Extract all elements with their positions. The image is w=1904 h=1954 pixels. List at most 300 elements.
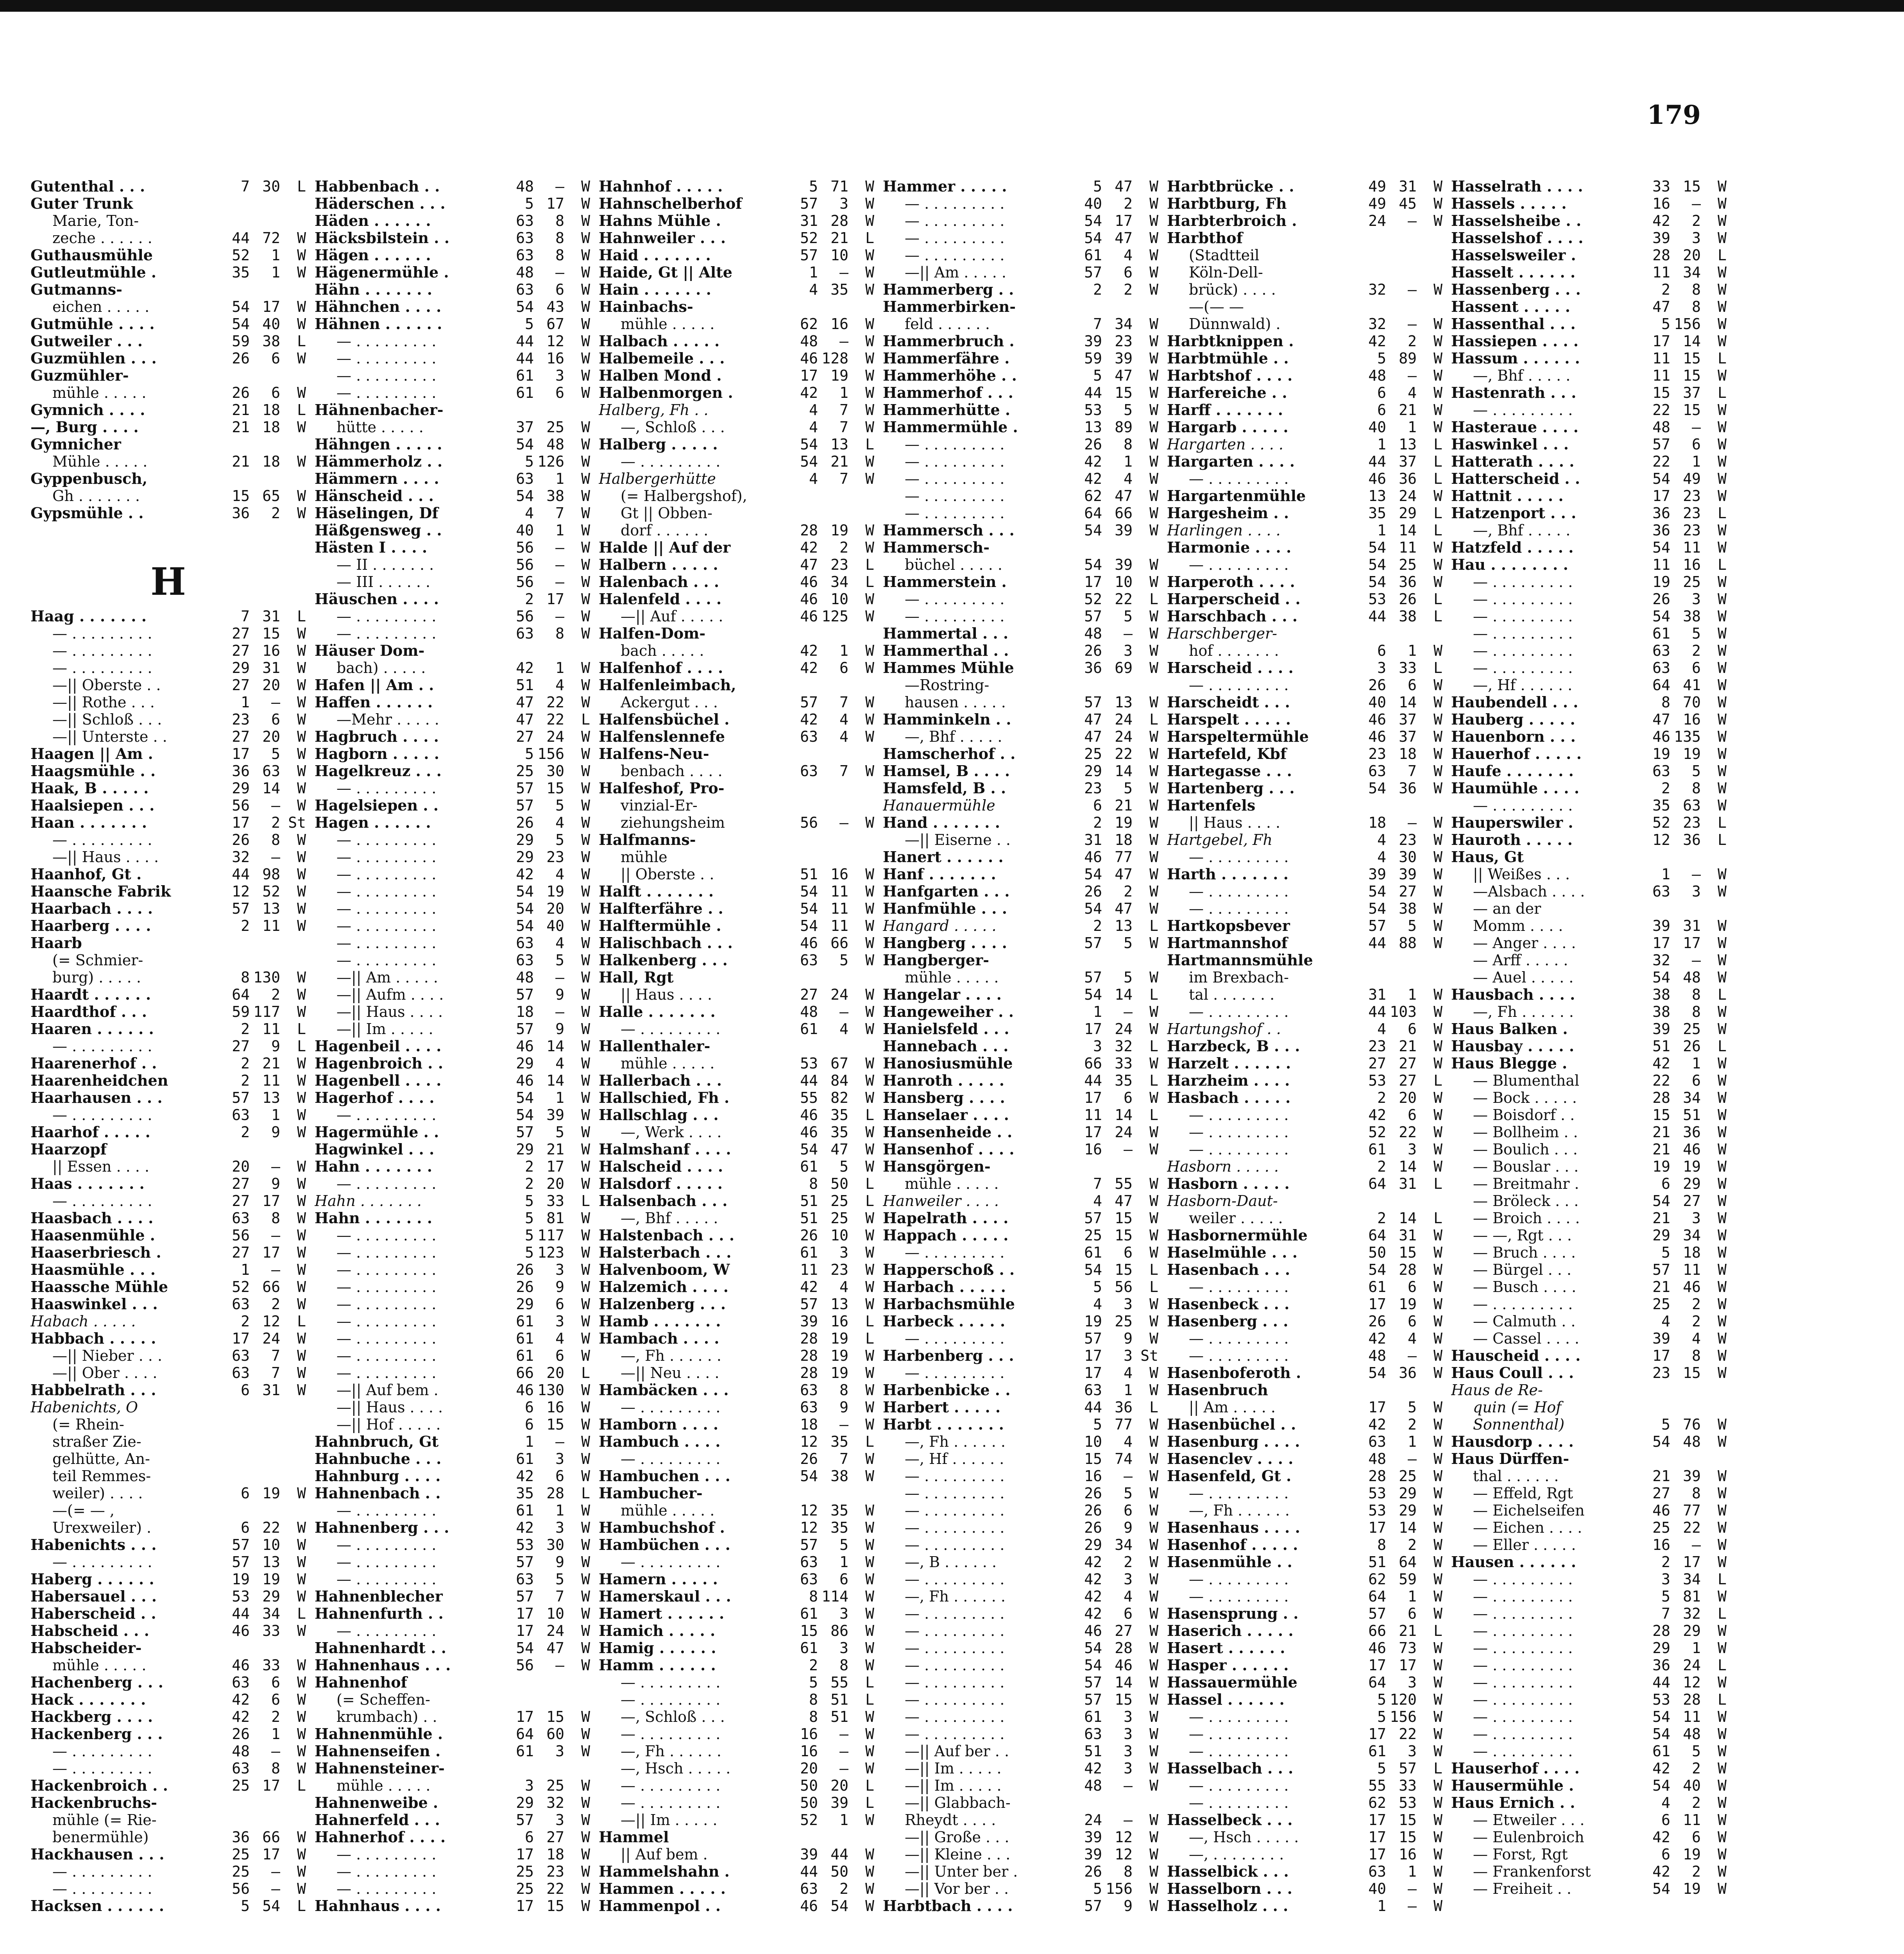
place-name: Haak, B . . . . .: [30, 780, 149, 797]
map-square: 4: [839, 711, 848, 728]
type-code: W: [1718, 797, 1727, 814]
map-square: 82: [830, 1089, 848, 1106]
gazetteer-entry: [315, 1485, 590, 1502]
district-number: 46: [800, 573, 818, 590]
type-code: W: [581, 1106, 590, 1124]
map-square: 15: [1683, 367, 1701, 384]
place-name: Harbtbrücke . .: [1167, 178, 1294, 195]
place-name: — . . . . . . . . .: [1473, 1725, 1573, 1743]
district-number: 53: [516, 1536, 534, 1553]
gazetteer-entry: [883, 762, 1158, 780]
map-square: 18: [1115, 831, 1133, 848]
place-name: Hau . . . . . . . .: [1451, 556, 1568, 573]
type-code: W: [1149, 1175, 1158, 1192]
place-name: —|| Unter ber .: [905, 1863, 1018, 1880]
district-number: 44: [1368, 934, 1386, 952]
type-code: W: [1149, 900, 1158, 917]
type-code: W: [1149, 762, 1158, 780]
gazetteer-entry: [30, 1691, 306, 1708]
place-name: Harbtburg, Fh: [1167, 195, 1287, 212]
district-number: 40: [1368, 419, 1386, 436]
place-name: — . . . . . . . . .: [905, 1536, 1005, 1553]
gazetteer-entry: [1167, 367, 1442, 384]
district-number: 48: [1368, 1347, 1386, 1364]
place-name: Halscheid . . . .: [599, 1158, 723, 1175]
map-square: 39: [1399, 866, 1417, 883]
place-name: —|| Im . . . . .: [905, 1777, 1002, 1794]
map-square: 6: [271, 711, 280, 728]
type-code: W: [1149, 1829, 1158, 1846]
district-number: 20: [800, 1760, 818, 1777]
place-name: Hargarb . . . . .: [1167, 419, 1288, 436]
gazetteer-entry: [1167, 195, 1442, 212]
place-name: —Alsbach . . . .: [1473, 883, 1585, 900]
gazetteer-entry: [883, 694, 1158, 711]
map-square: 29: [262, 1588, 280, 1605]
map-square: —: [555, 608, 564, 625]
type-code: W: [1718, 608, 1727, 625]
gazetteer-entry: [1451, 1038, 1727, 1055]
gazetteer-entry: [883, 315, 1158, 333]
district-number: 47: [516, 694, 534, 711]
type-code: W: [297, 1158, 306, 1175]
place-name: — . . . . . . . . .: [1189, 1124, 1289, 1141]
gazetteer-entry: [599, 1106, 874, 1124]
gazetteer-entry: [1167, 728, 1442, 745]
district-number: 28: [800, 1364, 818, 1381]
map-square: 29: [1399, 1502, 1417, 1519]
gazetteer-entry: [599, 1313, 874, 1330]
type-code: W: [1718, 178, 1727, 195]
place-name: — . . . . . . . . .: [1473, 573, 1573, 590]
district-number: 8: [809, 1708, 818, 1725]
place-name: vinzial-Er-: [621, 797, 698, 814]
district-number: 28: [1368, 1467, 1386, 1485]
district-number: 62: [1084, 487, 1102, 505]
district-number: 23: [1368, 1038, 1386, 1055]
gazetteer-entry: [599, 212, 874, 229]
gazetteer-entry: [883, 780, 1158, 797]
district-number: 54: [1084, 1261, 1102, 1278]
gazetteer-entry: [1451, 1227, 1727, 1244]
type-code: W: [1433, 1725, 1442, 1743]
place-name: thal . . . . . .: [1473, 1467, 1559, 1485]
place-name: Harspelt . . . . .: [1167, 711, 1291, 728]
district-number: 36: [1652, 522, 1670, 539]
district-number: 29: [1652, 1639, 1670, 1657]
place-name: Hasbach . . . . .: [1167, 1089, 1291, 1106]
gazetteer-entry: [1167, 780, 1442, 797]
place-name: — . . . . . . . . .: [621, 1794, 721, 1811]
type-code: W: [1433, 1588, 1442, 1605]
district-number: 31: [800, 212, 818, 229]
gazetteer-entry: [30, 1072, 306, 1089]
map-square: 5: [1408, 917, 1417, 934]
gazetteer-entry: [599, 1210, 874, 1227]
type-code: W: [1718, 1003, 1727, 1020]
district-number: 11: [1652, 367, 1670, 384]
type-code: W: [865, 1571, 874, 1588]
map-square: —: [271, 797, 280, 814]
place-name: Hahnburg . . . .: [315, 1467, 441, 1485]
place-name: Urexweiler) .: [52, 1519, 152, 1536]
place-name: mühle . . . . .: [52, 1657, 147, 1674]
district-number: 6: [1661, 1175, 1670, 1192]
gazetteer-entry: [1167, 384, 1442, 401]
map-square: 30: [546, 1536, 564, 1553]
place-name: Haasmühle . . .: [30, 1261, 156, 1278]
gazetteer-entry: [883, 384, 1158, 401]
gazetteer-entry: [30, 1020, 306, 1038]
type-code: W: [581, 745, 590, 762]
gazetteer-entry: [883, 590, 1158, 608]
type-code: W: [297, 384, 306, 401]
place-name: Hasenboferoth .: [1167, 1364, 1301, 1381]
type-code: W: [1149, 642, 1158, 659]
type-code: L: [1433, 453, 1442, 470]
type-code: W: [865, 1467, 874, 1485]
map-square: 33: [1115, 1055, 1133, 1072]
district-number: 15: [1084, 1450, 1102, 1467]
type-code: W: [1149, 659, 1158, 676]
type-code: W: [1149, 1089, 1158, 1106]
gazetteer-entry: [883, 453, 1158, 470]
place-name: —|| Glabbach-: [905, 1794, 1011, 1811]
place-name: — . . . . . . . . .: [52, 1743, 152, 1760]
type-code: W: [865, 917, 874, 934]
gazetteer-entry: [30, 1192, 306, 1210]
gazetteer-entry: [30, 848, 306, 866]
map-square: 2: [1408, 1536, 1417, 1553]
place-name: Hamich . . . . .: [599, 1622, 716, 1639]
place-name: — . . . . . . . . .: [905, 470, 1005, 487]
map-square: —: [555, 264, 564, 281]
map-square: 14: [546, 1072, 564, 1089]
type-code: L: [1718, 247, 1727, 264]
gazetteer-entry: [599, 1777, 874, 1794]
type-code: W: [1433, 1536, 1442, 1553]
district-number: 61: [516, 1502, 534, 1519]
type-code: W: [1149, 694, 1158, 711]
gazetteer-entry: [30, 1897, 306, 1915]
type-code: W: [581, 247, 590, 264]
gazetteer-entry: [30, 350, 306, 367]
type-code: L: [1718, 1657, 1727, 1674]
district-number: 47: [1084, 728, 1102, 745]
district-number: 27: [232, 1038, 250, 1055]
gazetteer-entry: [599, 1639, 874, 1657]
gazetteer-entry: [883, 1743, 1158, 1760]
district-number: 51: [1368, 1553, 1386, 1571]
type-code: W: [1433, 676, 1442, 694]
place-name: Rheydt . . . .: [905, 1811, 996, 1829]
place-name: Hallerbach . . .: [599, 1072, 722, 1089]
map-square: 6: [1408, 1278, 1417, 1296]
district-number: 54: [1084, 1639, 1102, 1657]
gazetteer-entry: [30, 625, 306, 642]
gazetteer-entry: [1451, 1622, 1727, 1639]
district-number: 54: [1652, 608, 1670, 625]
district-number: 4: [1093, 1296, 1102, 1313]
place-name: Hagenbroich . .: [315, 1055, 443, 1072]
district-number: 52: [232, 247, 250, 264]
map-square: 66: [1115, 505, 1133, 522]
gazetteer-entry: [30, 247, 306, 264]
gazetteer-entry: [599, 900, 874, 917]
map-square: 20: [546, 1175, 564, 1192]
type-code: W: [1433, 866, 1442, 883]
district-number: 26: [516, 1261, 534, 1278]
district-number: 57: [1368, 917, 1386, 934]
place-name: Haansche Fabrik: [30, 883, 171, 900]
type-code: W: [865, 1020, 874, 1038]
place-name: — Bürgel . . .: [1473, 1261, 1572, 1278]
type-code: W: [1149, 1330, 1158, 1347]
district-number: 63: [232, 1347, 250, 1364]
map-square: 34: [830, 573, 848, 590]
type-code: W: [865, 659, 874, 676]
type-code: W: [865, 1760, 874, 1777]
map-square: 4: [1408, 384, 1417, 401]
district-number: 27: [232, 1192, 250, 1210]
map-square: 17: [262, 298, 280, 315]
place-name: Hammertal . . .: [883, 625, 1009, 642]
gazetteer-entry: [30, 1811, 306, 1829]
map-square: 17: [1683, 1553, 1701, 1571]
district-number: 42: [800, 659, 818, 676]
type-code: L: [1433, 659, 1442, 676]
district-number: 25: [516, 1863, 534, 1880]
gazetteer-entry: [1167, 1502, 1442, 1519]
place-name: Hämmerholz . .: [315, 453, 443, 470]
gazetteer-entry: [599, 1278, 874, 1296]
map-square: 3: [1692, 229, 1701, 247]
map-square: 38: [262, 333, 280, 350]
type-code: W: [581, 1571, 590, 1588]
type-code: W: [297, 1863, 306, 1880]
district-number: 63: [516, 952, 534, 969]
district-number: 39: [1084, 1846, 1102, 1863]
gazetteer-entry: [1167, 814, 1442, 831]
type-code: W: [581, 608, 590, 625]
type-code: W: [1149, 264, 1158, 281]
place-name: Momm . . . .: [1473, 917, 1563, 934]
district-number: 52: [1652, 814, 1670, 831]
type-code: W: [1149, 1467, 1158, 1485]
district-number: 2: [1377, 1158, 1386, 1175]
type-code: W: [1149, 797, 1158, 814]
map-square: 5: [1124, 1485, 1133, 1502]
gazetteer-entry: [883, 333, 1158, 350]
district-number: 52: [800, 1811, 818, 1829]
district-number: 7: [1661, 1605, 1670, 1622]
place-name: — . . . . . . . . .: [1473, 1622, 1573, 1639]
gazetteer-entry: [1451, 539, 1727, 556]
place-name: Habbenbach . .: [315, 178, 440, 195]
district-number: 49: [1368, 178, 1386, 195]
map-square: 6: [1408, 1106, 1417, 1124]
place-name: Hasenbeck . . .: [1167, 1296, 1290, 1313]
gazetteer-entry: [1167, 1846, 1442, 1863]
gazetteer-entry: [599, 384, 874, 401]
map-square: 31: [1683, 917, 1701, 934]
map-square: 126: [537, 453, 564, 470]
place-name: Harfereiche . .: [1167, 384, 1287, 401]
type-code: W: [865, 1210, 874, 1227]
map-square: 9: [271, 1175, 280, 1192]
map-square: —: [1124, 1467, 1133, 1485]
place-name: Hammerbruch .: [883, 333, 1015, 350]
district-number: 40: [1084, 195, 1102, 212]
place-name: Hamscherhof . .: [883, 745, 1016, 762]
place-name: — Auel . . . . .: [1473, 969, 1574, 986]
type-code: W: [581, 1846, 590, 1863]
gazetteer-entry: [883, 831, 1158, 848]
type-code: W: [581, 333, 590, 350]
place-name: Harzbeck, B . . .: [1167, 1038, 1300, 1055]
place-name: Hassum . . . . . .: [1451, 350, 1580, 367]
place-name: Harbach . . . . .: [883, 1278, 1006, 1296]
gazetteer-entry: [30, 1210, 306, 1227]
map-square: 35: [830, 1106, 848, 1124]
place-name: —, Fh . . . . . .: [905, 1588, 1006, 1605]
type-code: W: [1149, 1364, 1158, 1381]
place-name: Hagbruch . . . .: [315, 728, 439, 745]
place-name: (= Halbergshof),: [621, 487, 747, 505]
type-code: W: [581, 1330, 590, 1347]
place-name: — . . . . . . . . .: [336, 1244, 437, 1261]
gazetteer-entry: [315, 1158, 590, 1175]
district-number: 17: [1652, 487, 1670, 505]
place-name: Hammes Mühle: [883, 659, 1014, 676]
place-name: Hansberg . . . .: [883, 1089, 1005, 1106]
type-code: W: [297, 1553, 306, 1571]
type-code: W: [865, 1605, 874, 1622]
district-number: 42: [232, 1708, 250, 1725]
district-number: 25: [1084, 745, 1102, 762]
map-square: 8: [1692, 780, 1701, 797]
type-code: W: [1718, 952, 1727, 969]
place-name: — . . . . . . . . .: [336, 1880, 437, 1897]
district-number: 62: [1368, 1571, 1386, 1588]
place-name: Hasselrath . . . .: [1451, 178, 1583, 195]
type-code: W: [1149, 1863, 1158, 1880]
place-name: Haas . . . . . . .: [30, 1175, 145, 1192]
gazetteer-entry: [883, 505, 1158, 522]
map-square: 98: [262, 866, 280, 883]
map-square: 5: [839, 1536, 848, 1553]
district-number: 56: [232, 1880, 250, 1897]
map-square: 14: [546, 1038, 564, 1055]
type-code: W: [1433, 1708, 1442, 1725]
type-code: L: [865, 1674, 874, 1691]
map-square: 6: [1124, 264, 1133, 281]
type-code: W: [581, 1553, 590, 1571]
map-square: 19: [830, 1364, 848, 1381]
map-square: 13: [830, 436, 848, 453]
district-number: 21: [1652, 1278, 1670, 1296]
map-square: 20: [546, 900, 564, 917]
place-name: — Broich . . . .: [1473, 1210, 1580, 1227]
type-code: L: [1433, 436, 1442, 453]
map-square: 23: [1115, 333, 1133, 350]
map-square: 38: [1683, 608, 1701, 625]
map-square: —: [1124, 1777, 1133, 1794]
map-square: 17: [546, 590, 564, 608]
place-name: im Brexbach-: [1189, 969, 1289, 986]
place-name: Hambach . . . .: [599, 1330, 719, 1347]
gazetteer-entry: [883, 264, 1158, 281]
map-square: 28: [546, 1485, 564, 1502]
type-code: W: [297, 900, 306, 917]
district-number: 52: [1368, 1124, 1386, 1141]
gazetteer-entry: [1451, 659, 1727, 676]
place-name: Köln-Dell-: [1189, 264, 1263, 281]
map-square: 6: [1408, 1605, 1417, 1622]
gazetteer-entry: [883, 866, 1158, 883]
gazetteer-entry: [1451, 264, 1727, 281]
map-square: 69: [1115, 659, 1133, 676]
type-code: W: [1718, 1278, 1727, 1296]
type-code: W: [297, 1674, 306, 1691]
place-name: Harbachsmühle: [883, 1296, 1015, 1313]
gazetteer-entry: [30, 1278, 306, 1296]
gazetteer-entry: [1451, 453, 1727, 470]
type-code: W: [865, 1089, 874, 1106]
gazetteer-entry: [315, 1863, 590, 1880]
gazetteer-entry: [315, 1124, 590, 1141]
place-name: — Blumenthal: [1473, 1072, 1580, 1089]
type-code: W: [297, 1330, 306, 1347]
district-number: 17: [1084, 1364, 1102, 1381]
type-code: W: [1433, 195, 1442, 212]
map-square: 16: [830, 1313, 848, 1330]
place-name: Halischbach . . .: [599, 934, 733, 952]
district-number: 11: [1652, 264, 1670, 281]
place-name: Hapelrath . . . .: [883, 1210, 1009, 1227]
map-square: 5: [555, 831, 564, 848]
district-number: 64: [516, 1725, 534, 1743]
map-square: 47: [1115, 367, 1133, 384]
district-number: 2: [1093, 814, 1102, 831]
type-code: W: [297, 1175, 306, 1192]
type-code: W: [1718, 1829, 1727, 1846]
place-name: Hammer . . . . .: [883, 178, 1007, 195]
gazetteer-entry: [599, 1261, 874, 1278]
gazetteer-entry: [883, 608, 1158, 625]
type-code: W: [1718, 728, 1727, 745]
place-name: Habbach . . . . .: [30, 1330, 156, 1347]
gazetteer-entry: [599, 1072, 874, 1089]
type-code: W: [865, 1003, 874, 1020]
gazetteer-entry: [883, 1175, 1158, 1192]
map-square: 8: [1692, 986, 1701, 1003]
type-code: W: [581, 625, 590, 642]
place-name: Hartungshof . .: [1167, 1020, 1281, 1038]
district-number: 31: [1084, 831, 1102, 848]
gazetteer-entry: [30, 1124, 306, 1141]
type-code: W: [581, 315, 590, 333]
district-number: 63: [516, 1571, 534, 1588]
type-code: W: [1149, 969, 1158, 986]
type-code: W: [297, 1227, 306, 1244]
place-name: Hargesheim . .: [1167, 505, 1289, 522]
district-number: 42: [800, 711, 818, 728]
type-code: W: [1718, 1863, 1727, 1880]
place-name: — . . . . . . . . .: [1189, 1278, 1289, 1296]
gazetteer-entry: [883, 247, 1158, 264]
place-name: —|| Im . . . . .: [336, 1020, 433, 1038]
